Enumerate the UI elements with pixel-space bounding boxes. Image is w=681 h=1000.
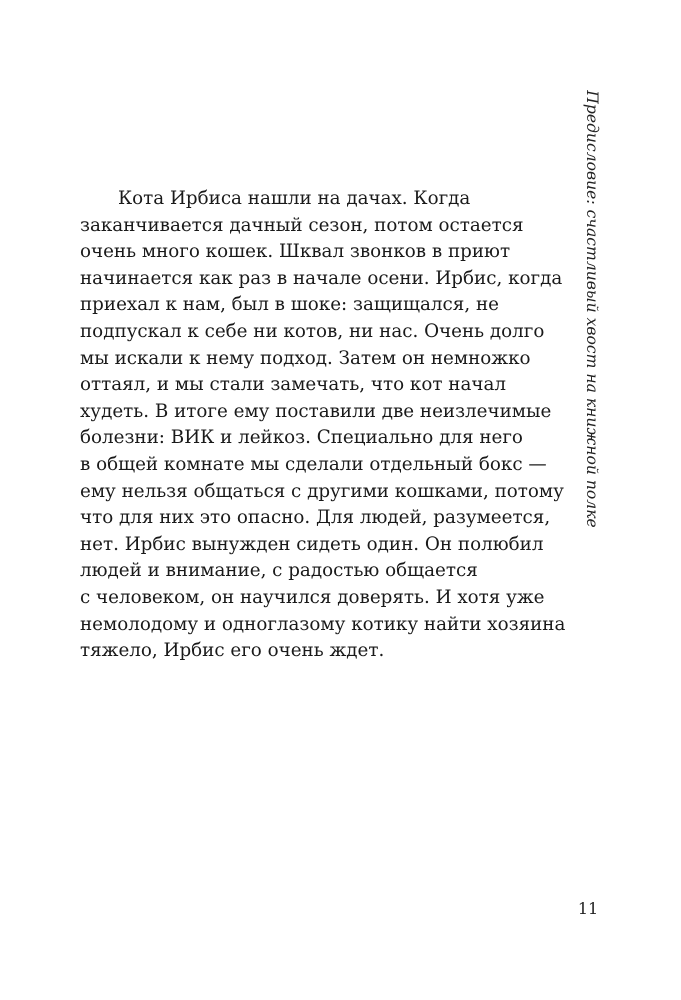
running-head-text: Предисловие: счастливый хвост на книжной полке	[583, 90, 601, 528]
paragraph-line: в общей комнате мы сделали отдельный бокс —	[80, 453, 547, 475]
paragraph-line: тяжело, Ирбис его очень ждет.	[80, 640, 385, 662]
paragraph-line: ему нельзя общаться с другими кошками, потому	[80, 480, 564, 502]
paragraph-line: немолодому и одноглазому котику найти хозяина	[80, 613, 566, 635]
paragraph-line: заканчивается дачный сезон, потом остается	[80, 214, 524, 236]
paragraph-line: Кота Ирбиса нашли на дачах. Когда	[118, 188, 471, 209]
paragraph-line: оттаял, и мы стали замечать, что кот начал	[80, 374, 506, 396]
paragraph-line: подпускал к себе ни котов, ни нас. Очень долго	[80, 320, 545, 342]
body-paragraph	[80, 186, 566, 665]
paragraph-line: мы искали к нему подход. Затем он немножко	[80, 347, 531, 369]
page-number: 11	[577, 899, 599, 918]
paragraph-line: начинается как раз в начале осени. Ирбис, когда	[80, 267, 563, 289]
paragraph-line: худеть. В итоге ему поставили две неизлечимые	[80, 400, 552, 422]
paragraph-line: приехал к нам, был в шоке: защищался, не	[80, 294, 499, 316]
paragraph-line: людей и внимание, с радостью общается	[80, 560, 478, 582]
running-head	[578, 90, 606, 528]
paragraph-line: что для них это опасно. Для людей, разумеется,	[80, 507, 551, 529]
paragraph-line: с человеком, он научился доверять. И хотя уже	[80, 586, 545, 608]
paragraph-line: нет. Ирбис вынужден сидеть один. Он полюбил	[80, 533, 544, 555]
paragraph-line: болезни: ВИК и лейкоз. Специально для него	[80, 427, 523, 449]
paragraph-line: очень много кошек. Шквал звонков в приют	[80, 241, 511, 263]
